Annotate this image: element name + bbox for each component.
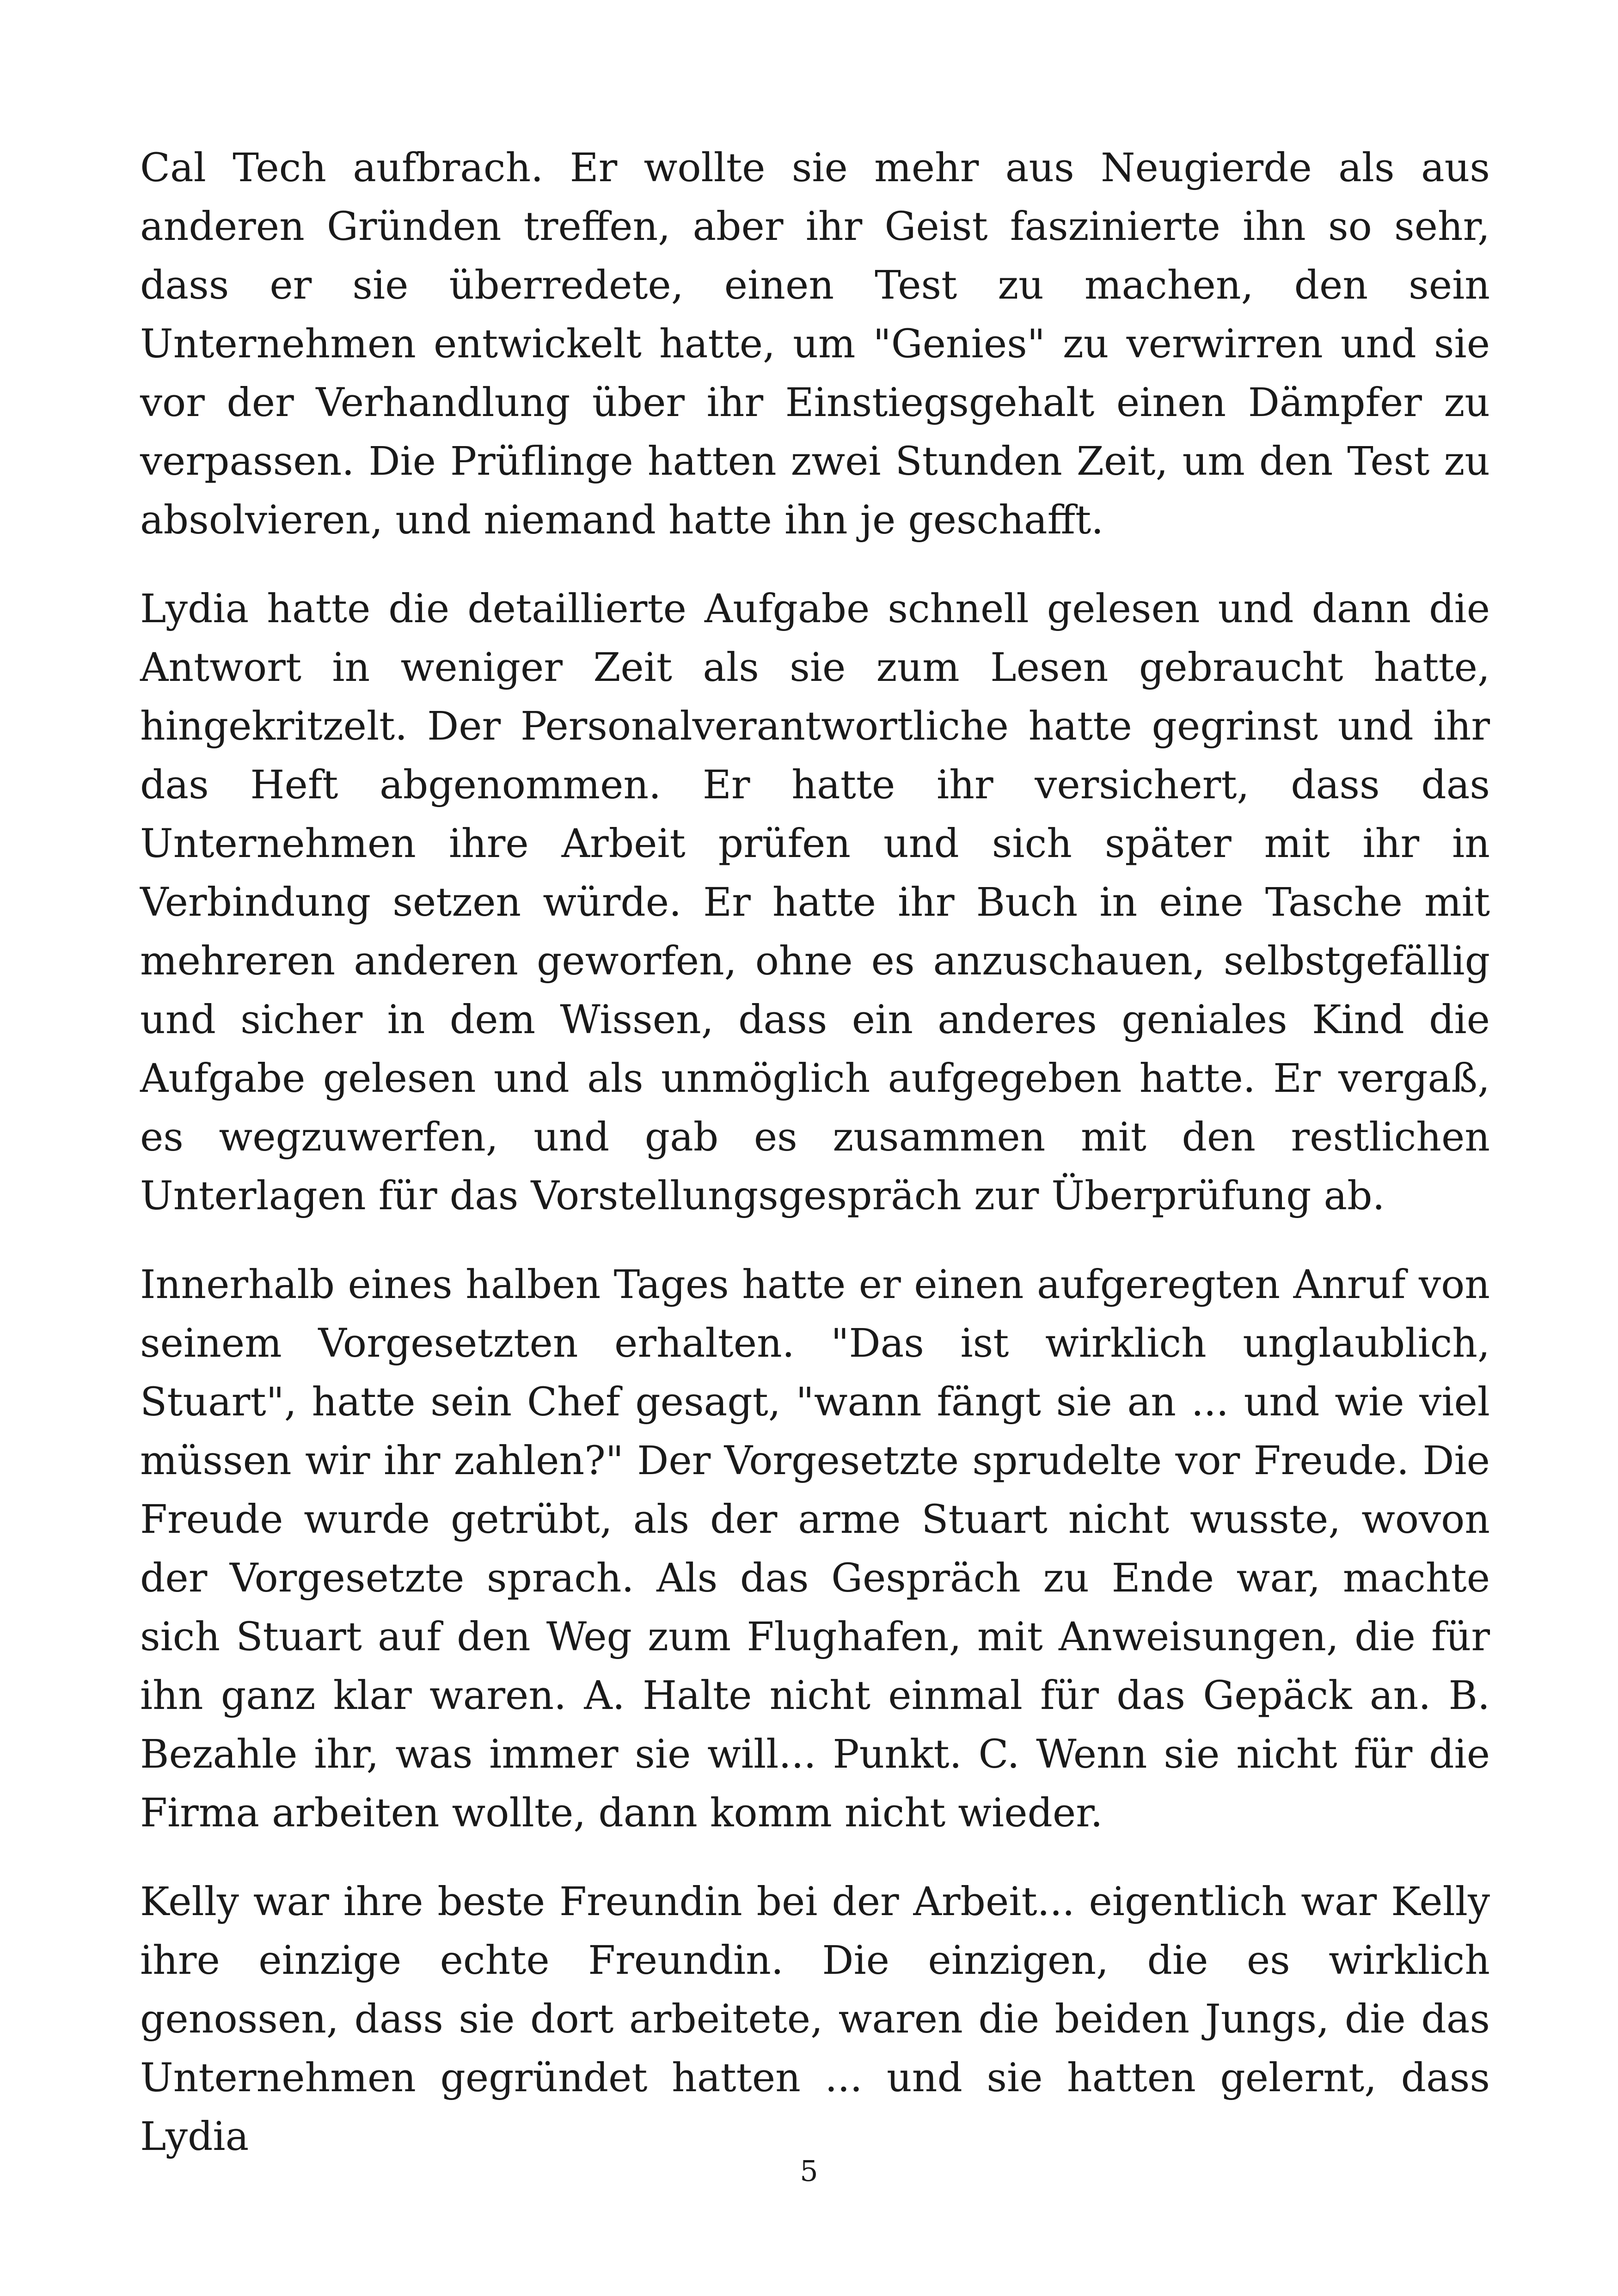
- page-number: 5: [800, 2154, 818, 2188]
- paragraph-2: Lydia hatte die detaillierte Aufgabe schnell gelesen und dann die Antwort in weniger Zeit als sie zum Lesen gebraucht hatte, hingekritzelt. Der Personalverantwortliche hatte gegrinst und ihr das Heft abgenommen. Er hatte ihr versichert, dass das Unternehmen ihre Arbeit prüfen und sich später mit ihr in Verbindung setzen würde. Er hatte ihr Buch in eine Tasche mit mehreren anderen geworfen, ohne es anzuschauen, selbstgefällig und sicher in dem Wissen, dass ein anderes geniales Kind die Aufgabe gelesen und als unmöglich aufgegeben hatte. Er vergaß, es wegzuwerfen, und gab es zusammen mit den restlichen Unterlagen für das Vorstellungsgespräch zur Überprüfung ab.: [140, 586, 1490, 1219]
- paragraph-1: Cal Tech aufbrach. Er wollte sie mehr aus Neugierde als aus anderen Gründen treffen, aber ihr Geist faszinierte ihn so sehr, dass er sie überredete, einen Test zu machen, den sein Unternehmen entwickelt hatte, um "Genies" zu verwirren und sie vor der Verhandlung über ihr Einstiegsgehalt einen Dämpfer zu verpassen. Die Prüflinge hatten zwei Stunden Zeit, um den Test zu absolvieren, und niemand hatte ihn je geschafft.: [140, 145, 1490, 543]
- paragraph-4: Kelly war ihre beste Freundin bei der Arbeit... eigentlich war Kelly ihre einzige echte Freundin. Die einzigen, die es wirklich genossen, dass sie dort arbeitete, waren die beiden Jungs, die das Unternehmen gegründet hatten ... und sie hatten gelernt, dass Lydia: [140, 1879, 1490, 2160]
- paragraph-3: Innerhalb eines halben Tages hatte er einen aufgeregten Anruf von seinem Vorgesetzten erhalten. "Das ist wirklich unglaublich, Stuart", hatte sein Chef gesagt, "wann fängt sie an ... und wie viel müssen wir ihr zahlen?" Der Vorgesetzte sprudelte vor Freude. Die Freude wurde getrübt, als der arme Stuart nicht wusste, wovon der Vorgesetzte sprach. Als das Gespräch zu Ende war, machte sich Stuart auf den Weg zum Flughafen, mit Anweisungen, die für ihn ganz klar waren. A. Halte nicht einmal für das Gepäck an. B. Bezahle ihr, was immer sie will... Punkt. C. Wenn sie nicht für die Firma arbeiten wollte, dann komm nicht wieder.: [140, 1262, 1490, 1836]
- body-text: [140, 139, 1490, 2196]
